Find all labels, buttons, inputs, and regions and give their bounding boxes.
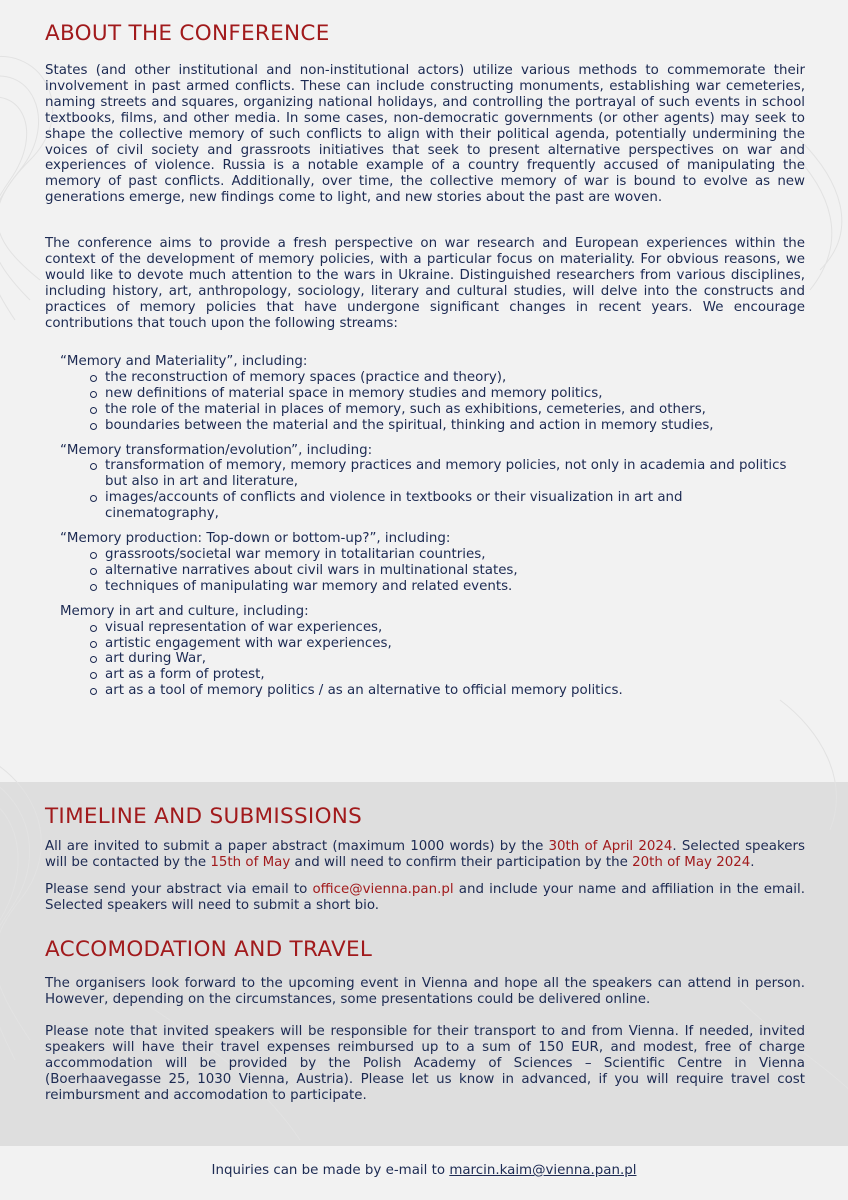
- accommodation-paragraph-1: The organisers look forward to the upcoming event in Vienna and hope all the speakers can attend in person. However, depending on the circumstances, some presentations could be delivered online.: [45, 976, 805, 1007]
- timeline-text-b: . Selected speakers will be contacted by the: [45, 839, 805, 870]
- abstract-deadline: 30th of April 2024: [548, 839, 673, 854]
- stream-list-item: artistic engagement with war experiences,: [88, 636, 800, 652]
- submission-text-b: and include your name and affiliation in the email. Selected speakers will need to submit a short bio.: [45, 882, 805, 913]
- stream-list-item: new definitions of material space in memory studies and memory politics,: [88, 386, 800, 402]
- stream-list-item: transformation of memory, memory practices and memory policies, not only in academia and politics but also in art and literature,: [88, 458, 800, 490]
- stream-list-item: the role of the material in places of memory, such as exhibitions, cemeteries, and others,: [88, 402, 800, 418]
- stream-list-item: boundaries between the material and the spiritual, thinking and action in memory studies,: [88, 418, 800, 434]
- stream-items: [60, 547, 800, 595]
- stream-block: [60, 443, 800, 523]
- accommodation-heading: ACCOMODATION AND TRAVEL: [45, 937, 373, 962]
- footer-inquiries: [0, 1163, 848, 1178]
- stream-list-item: techniques of manipulating war memory and related events.: [88, 579, 800, 595]
- stream-list-item: images/accounts of conflicts and violence in textbooks or their visualization in art and cinematography,: [88, 490, 800, 522]
- stream-list-item: art during War,: [88, 651, 800, 667]
- timeline-text-a: All are invited to submit a paper abstract (maximum 1000 words) by the: [45, 839, 549, 854]
- submission-text-a: Please send your abstract via email to: [45, 882, 313, 897]
- stream-title: “Memory production: Top-down or bottom-up?”, including:: [60, 531, 451, 547]
- contact-date: 15th of May: [210, 854, 291, 870]
- stream-items: [60, 620, 800, 700]
- footer-email-link[interactable]: marcin.kaim@vienna.pan.pl: [449, 1163, 637, 1178]
- about-heading: ABOUT THE CONFERENCE: [45, 21, 330, 46]
- timeline-paragraph-2: [45, 882, 805, 914]
- about-paragraph-1: States (and other institutional and non-institutional actors) utilize various methods to commemorate their involvement in past armed conflicts. These can include constructing monuments, establishing war cemeteries, naming streets and squares, organizing national holidays, and controlling the portrayal of such events in school textbooks, films, and other media. In some cases, non-democratic governments (or other agents) may seek to shape the collective memory of such conflicts to align with their political agenda, potentially undermining the voices of civil society and grassroots initiatives that seek to present alternative perspectives on war and experiences of violence. Russia is a notable example of a country frequently accused of manipulating the memory of past conflicts. Additionally, over time, the collective memory of war is bound to evolve as new generations emerge, new findings come to light, and new stories about the past are woven.: [45, 63, 805, 206]
- office-email-link[interactable]: office@vienna.pan.pl: [312, 882, 454, 897]
- timeline-text-c: and will need to confirm their participation by the: [290, 854, 633, 870]
- stream-list-item: the reconstruction of memory spaces (practice and theory),: [88, 370, 800, 386]
- stream-title: “Memory and Materiality”, including:: [60, 354, 308, 369]
- timeline-text-d: .: [750, 854, 755, 870]
- stream-block: [60, 531, 800, 595]
- streams-list: [60, 354, 800, 708]
- stream-list-item: art as a form of protest,: [88, 667, 800, 683]
- timeline-paragraph-1: [45, 839, 805, 871]
- stream-title: Memory in art and culture, including:: [60, 603, 309, 619]
- stream-items: [60, 370, 800, 434]
- stream-list-item: art as a tool of memory politics / as an alternative to official memory politics.: [88, 683, 800, 699]
- timeline-heading: TIMELINE AND SUBMISSIONS: [45, 804, 363, 829]
- stream-block: [60, 354, 800, 434]
- footer-text: Inquiries can be made by e-mail to: [211, 1163, 450, 1178]
- stream-list-item: grassroots/societal war memory in totalitarian countries,: [88, 547, 800, 563]
- stream-list-item: visual representation of war experiences,: [88, 620, 800, 636]
- about-paragraph-2: The conference aims to provide a fresh perspective on war research and European experiences within the context of the development of memory policies, with a particular focus on materiality. For obvious reasons, we would like to devote much attention to the wars in Ukraine. Distinguished researchers from various disciplines, including history, art, anthropology, sociology, literary and cultural studies, will delve into the constructs and practices of memory policies that have undergone significant changes in recent years. We encourage contributions that touch upon the following streams:: [45, 236, 805, 331]
- stream-list-item: alternative narratives about civil wars in multinational states,: [88, 563, 800, 579]
- confirmation-deadline: 20th of May 2024: [632, 854, 751, 870]
- accommodation-paragraph-2: Please note that invited speakers will be responsible for their transport to and from Vienna. If needed, invited speakers will have their travel expenses reimbursed up to a sum of 150 EUR, and modest, free of charge accommodation will be provided by the Polish Academy of Sciences – Scientific Centre in Vienna (Boerhaavegasse 25, 1030 Vienna, Austria). Please let us know in advanced, if you will require travel cost reimbursment and accomodation to participate.: [45, 1024, 805, 1103]
- stream-title: “Memory transformation/evolution”, including:: [60, 442, 373, 458]
- stream-block: [60, 604, 800, 699]
- stream-items: [60, 458, 800, 522]
